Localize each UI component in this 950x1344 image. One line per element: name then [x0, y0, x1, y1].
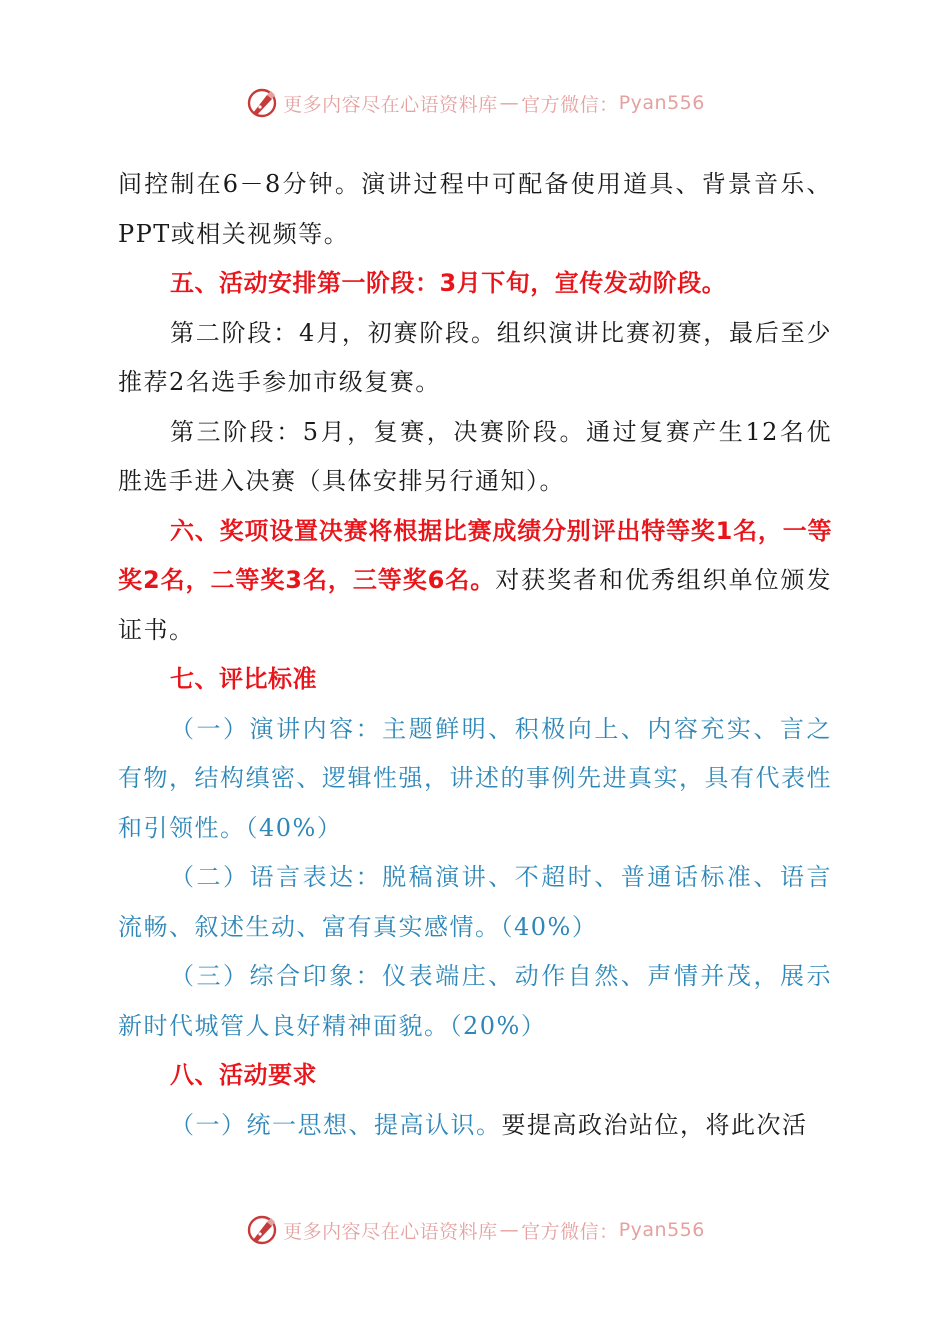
- requirement-one-title: （一）统一思想、提高认识。: [170, 1110, 502, 1139]
- pen-nib-circle-icon: [245, 86, 279, 120]
- watermark-wechat-label: 官方微信：: [521, 93, 619, 116]
- watermark-brand: 更多内容尽在心语资料库: [283, 93, 498, 116]
- watermark-wechat-id: Pyan556: [618, 1219, 705, 1241]
- section-six-text: 对获奖者和优秀组织单位颁发证书。: [118, 566, 832, 644]
- watermark-wechat-id: Pyan556: [618, 92, 705, 114]
- footer-watermark: [0, 1210, 950, 1250]
- document-body: [118, 160, 832, 1150]
- section-six-heading: 六、奖项设置决赛将根据比赛成绩分别评出特等奖1名，一等奖2名，二等奖3名，三等奖6名。: [118, 516, 832, 594]
- requirement-one-text: 要提高政治站位，将此次活: [501, 1110, 808, 1139]
- watermark-separator: —: [499, 92, 520, 114]
- paragraph-time-limit: 间控制在6－8分钟。演讲过程中可配备使用道具、背景音乐、PPT或相关视频等。: [118, 170, 832, 248]
- watermark-brand: 更多内容尽在心语资料库: [283, 1220, 498, 1243]
- requirement-one-paragraph: [118, 1101, 832, 1151]
- watermark-separator: —: [499, 1219, 520, 1241]
- pen-nib-circle-icon: [245, 1213, 279, 1247]
- criteria-content: （一）演讲内容：主题鲜明、积极向上、内容充实、言之有物，结构缜密、逻辑性强，讲述的事例先进真实，具有代表性和引领性。（40%）: [118, 714, 832, 842]
- criteria-language: （二）语言表达：脱稿演讲、不超时、普通话标准、语言流畅、叙述生动、富有真实感情。（40%）: [118, 863, 832, 941]
- criteria-impression: （三）综合印象：仪表端庄、动作自然、声情并茂，展示新时代城管人良好精神面貌。（20%）: [118, 962, 832, 1040]
- watermark-wechat-label: 官方微信：: [521, 1220, 619, 1243]
- section-eight-heading: 八、活动要求: [170, 1061, 317, 1089]
- section-seven-heading: 七、评比标准: [170, 665, 317, 693]
- paragraph-stage-two: 第二阶段：4月，初赛阶段。组织演讲比赛初赛，最后至少推荐2名选手参加市级复赛。: [118, 318, 832, 396]
- paragraph-stage-three: 第三阶段：5月，复赛，决赛阶段。通过复赛产生12名优胜选手进入决赛（具体安排另行通知）。: [118, 417, 832, 495]
- section-six-paragraph: [118, 507, 832, 656]
- header-watermark: [0, 83, 950, 123]
- section-five-heading: 五、活动安排第一阶段：3月下旬，宣传发动阶段。: [170, 269, 727, 297]
